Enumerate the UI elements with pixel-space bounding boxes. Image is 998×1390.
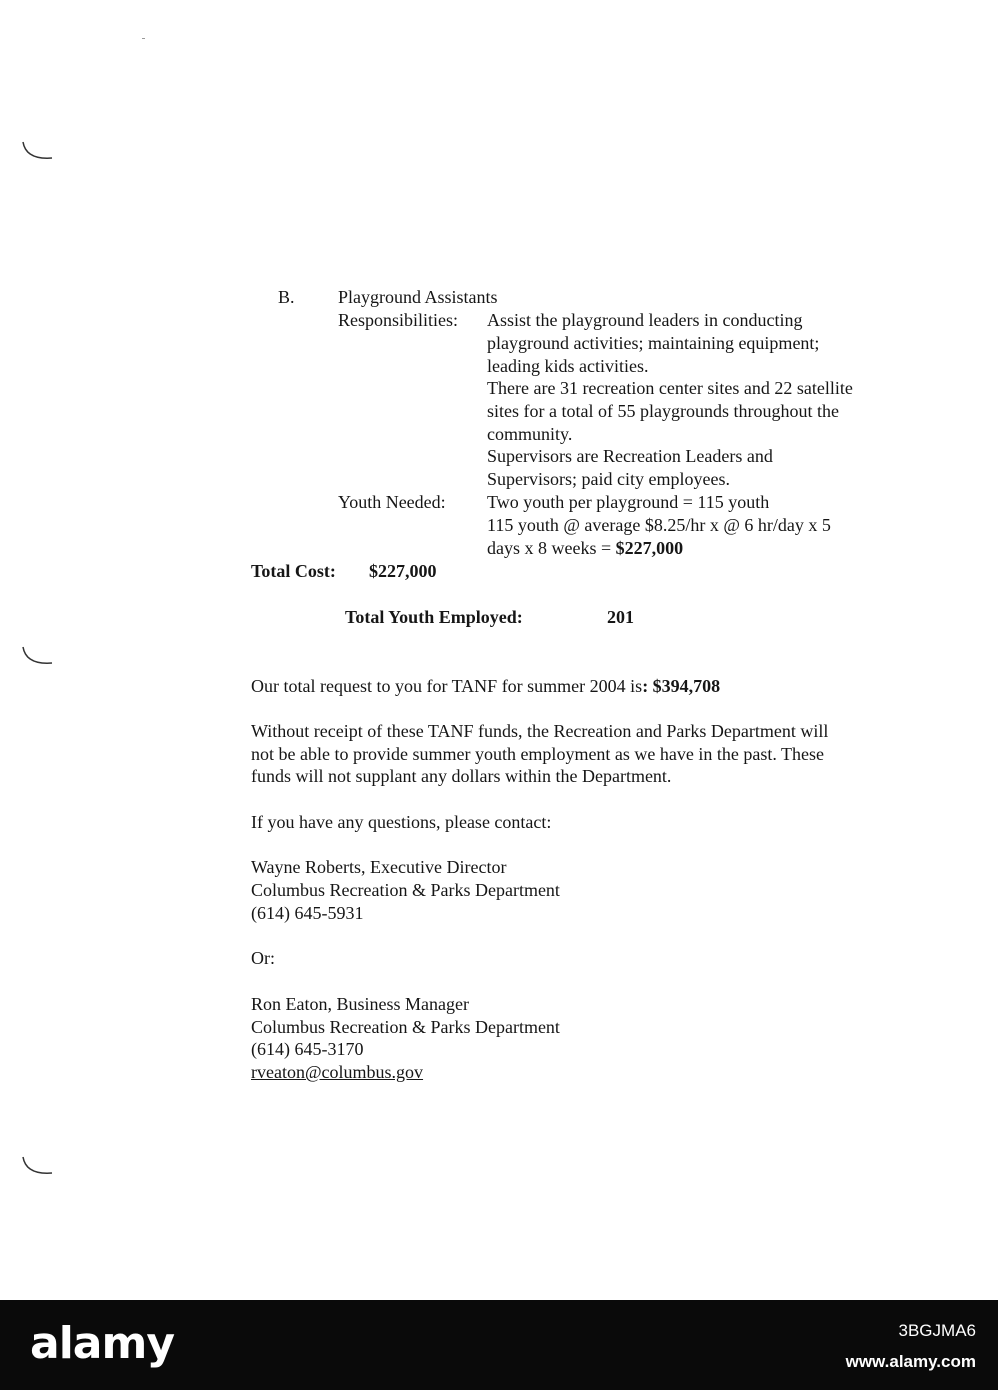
footer-url: www.alamy.com bbox=[845, 1352, 976, 1371]
total-cost-value: $227,000 bbox=[369, 561, 437, 581]
responsibilities-line: There are 31 recreation center sites and 22 satellite bbox=[487, 378, 853, 398]
punch-hole-mark-top bbox=[20, 140, 54, 162]
paragraph-line: funds will not supplant any dollars within the Department. bbox=[251, 766, 672, 786]
contact1-phone: (614) 645-5931 bbox=[251, 903, 364, 923]
request-line bbox=[251, 675, 720, 698]
youth-needed-label: Youth Needed: bbox=[338, 492, 446, 512]
youth-needed-line bbox=[487, 537, 683, 560]
paragraph-line: Without receipt of these TANF funds, the Recreation and Parks Department will bbox=[251, 721, 829, 741]
section-letter: B. bbox=[278, 287, 295, 307]
total-youth-value: 201 bbox=[607, 607, 634, 627]
responsibilities-label: Responsibilities: bbox=[338, 310, 459, 330]
punch-hole-mark-middle bbox=[20, 645, 54, 667]
request-text: Our total request to you for TANF for summer 2004 is bbox=[251, 676, 643, 696]
responsibilities-line: Assist the playground leaders in conducting bbox=[487, 310, 803, 330]
punch-hole-mark-bottom bbox=[20, 1155, 54, 1177]
responsibilities-line: sites for a total of 55 playgrounds throughout the bbox=[487, 401, 839, 421]
total-youth-label: Total Youth Employed: bbox=[345, 607, 523, 627]
alamy-logo: alamy bbox=[30, 1318, 174, 1369]
responsibilities-line: playground activities; maintaining equipment; bbox=[487, 333, 820, 353]
total-cost-label: Total Cost: bbox=[251, 561, 336, 581]
contact2-email-link[interactable]: rveaton@columbus.gov bbox=[251, 1062, 424, 1082]
responsibilities-line: leading kids activities. bbox=[487, 356, 649, 376]
questions-line: If you have any questions, please contact: bbox=[251, 812, 552, 832]
responsibilities-line: Supervisors; paid city employees. bbox=[487, 469, 730, 489]
youth-calc-text: days x 8 weeks = bbox=[487, 538, 616, 558]
youth-calc-total: $227,000 bbox=[615, 538, 684, 558]
paragraph-line: not be able to provide summer youth employment as we have in the past. These bbox=[251, 744, 825, 764]
or-label: Or: bbox=[251, 948, 275, 968]
section-title: Playground Assistants bbox=[338, 287, 498, 307]
contact1-org: Columbus Recreation & Parks Department bbox=[251, 880, 560, 900]
contact2-phone: (614) 645-3170 bbox=[251, 1039, 364, 1059]
contact2-org: Columbus Recreation & Parks Department bbox=[251, 1017, 560, 1037]
youth-needed-line: Two youth per playground = 115 youth bbox=[487, 492, 770, 512]
request-amount: : $394,708 bbox=[642, 676, 721, 696]
scan-speck bbox=[142, 38, 145, 39]
image-id: 3BGJMA6 bbox=[898, 1321, 976, 1340]
youth-needed-line: 115 youth @ average $8.25/hr x @ 6 hr/day x 5 bbox=[487, 515, 831, 535]
contact2-name: Ron Eaton, Business Manager bbox=[251, 994, 469, 1014]
contact1-name: Wayne Roberts, Executive Director bbox=[251, 857, 507, 877]
responsibilities-line: community. bbox=[487, 424, 573, 444]
responsibilities-line: Supervisors are Recreation Leaders and bbox=[487, 446, 773, 466]
